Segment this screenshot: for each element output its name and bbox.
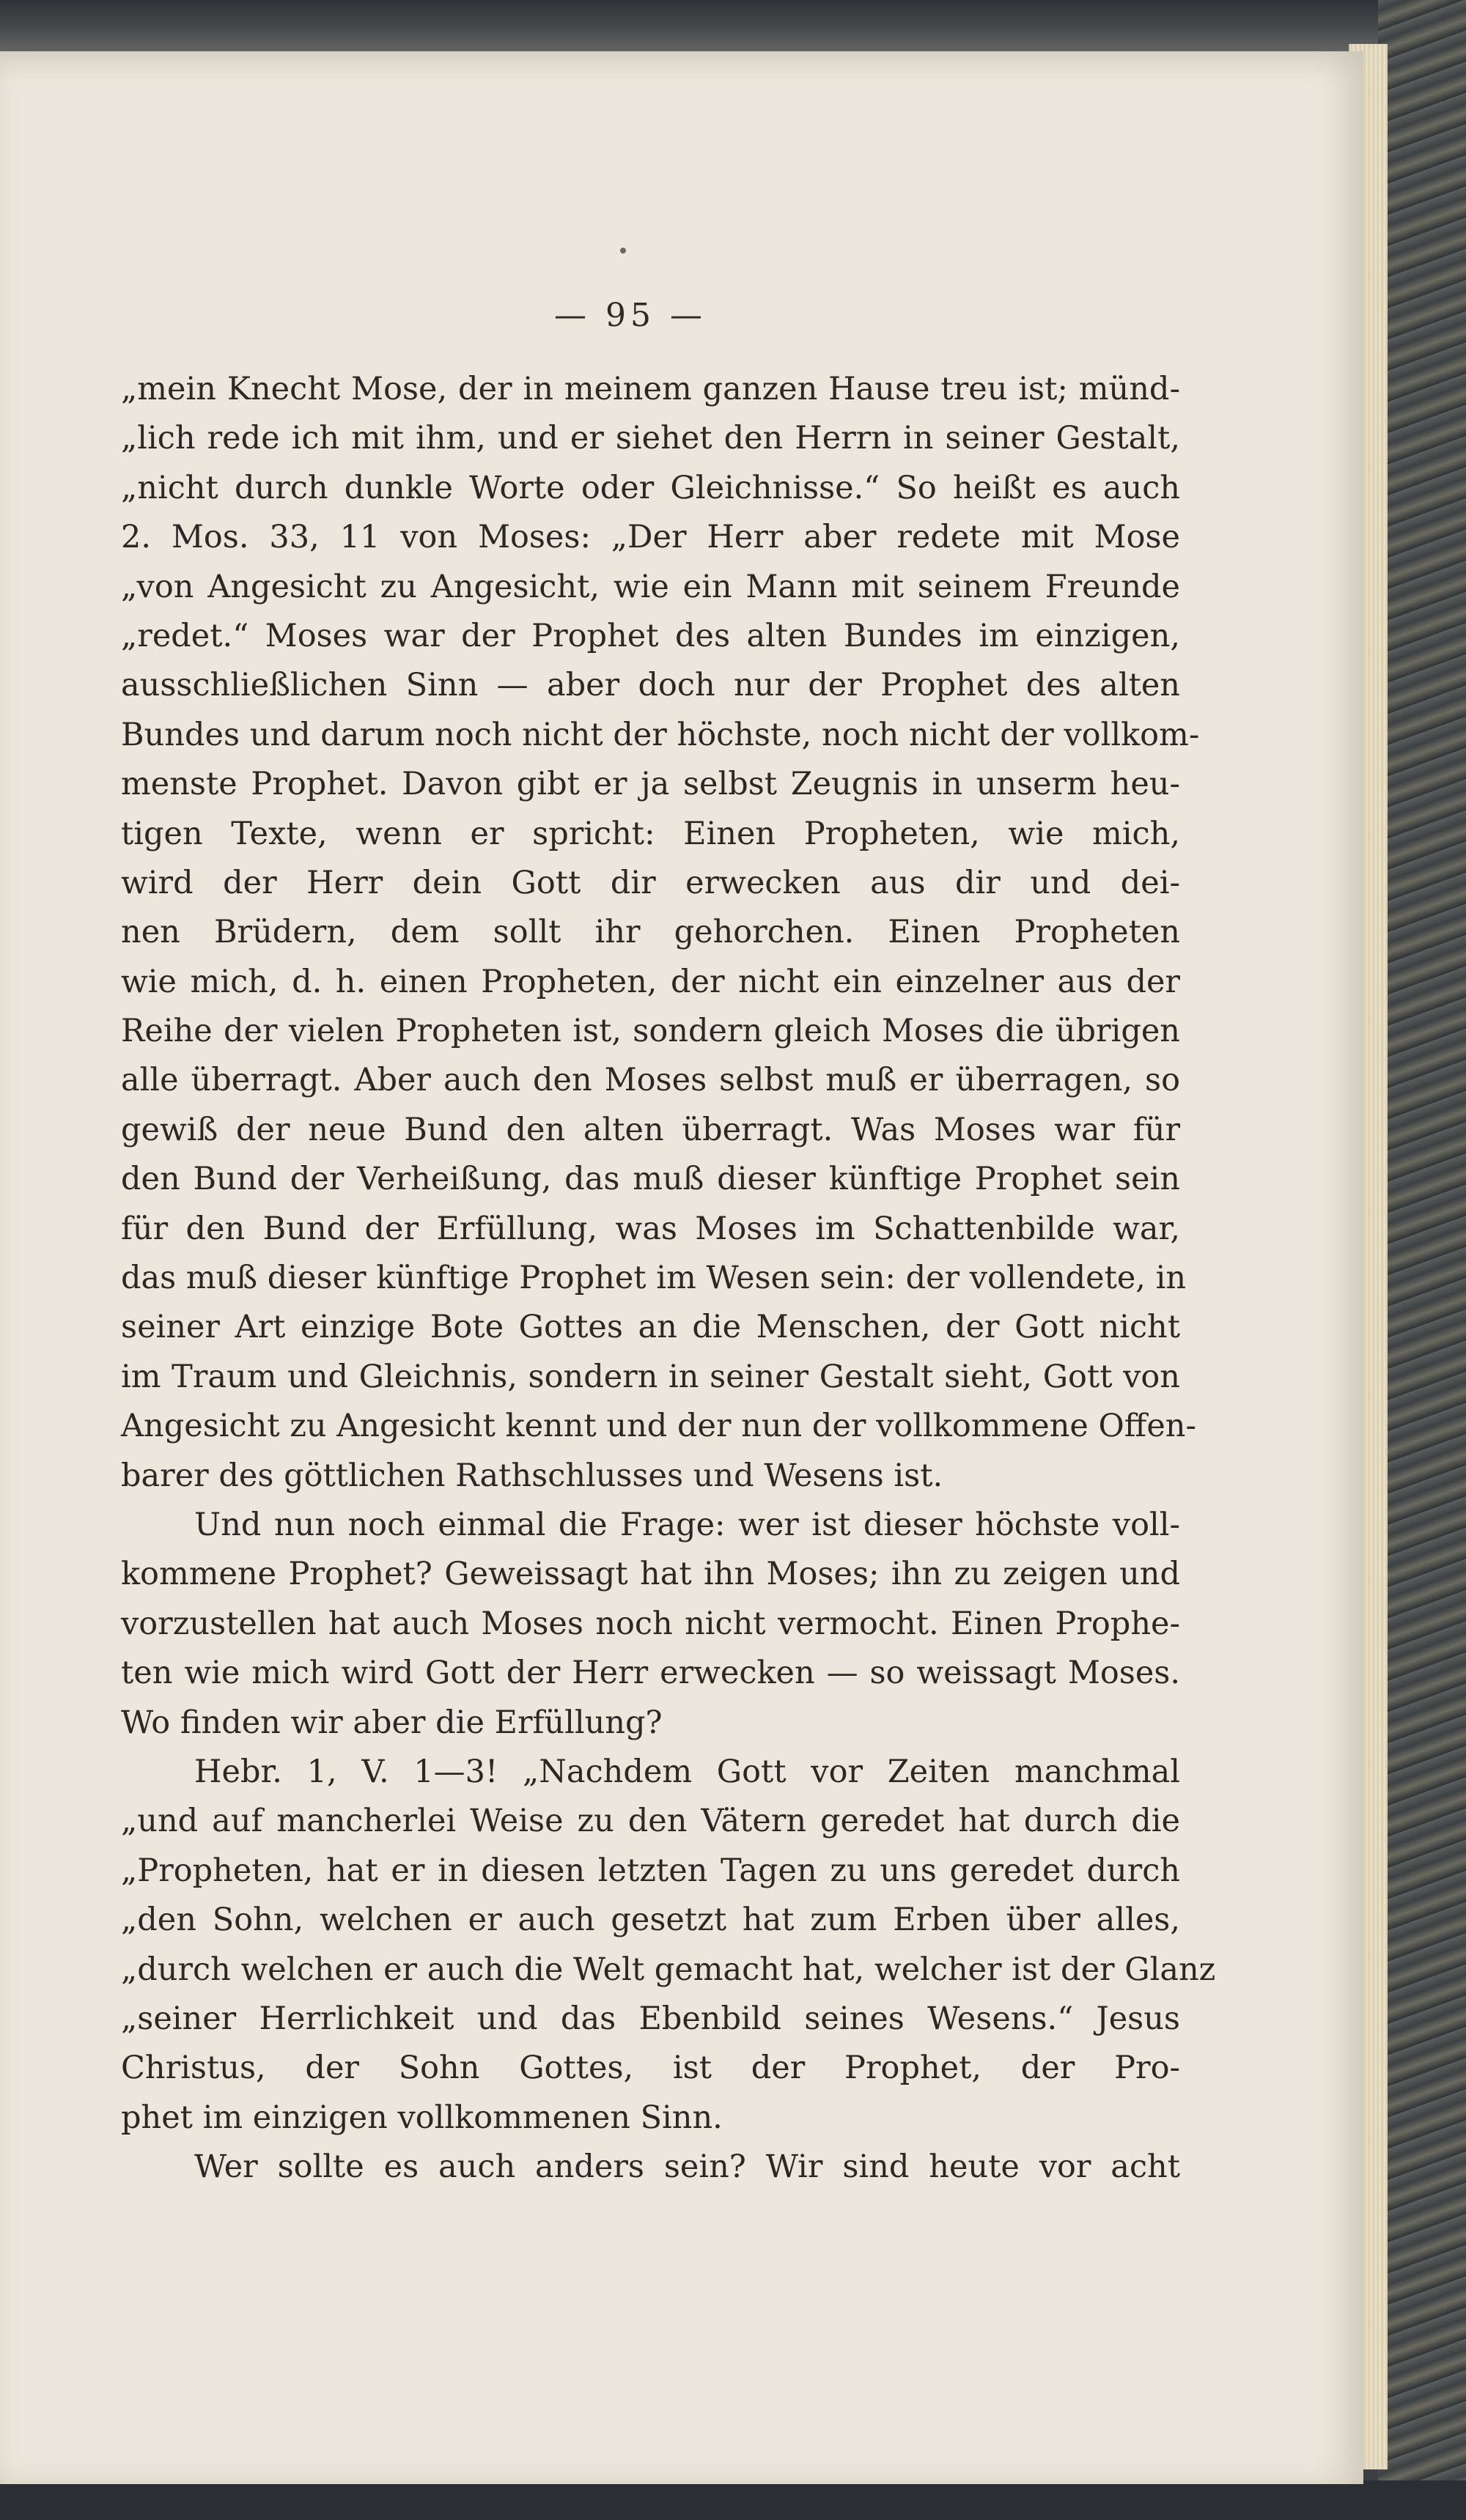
text-line: „den Sohn, welchen er auch gesetzt hat zum Erben über alles, [121, 1902, 1180, 1939]
ink-dot [620, 248, 626, 254]
text-line: im Traum und Gleichnis, sondern in seiner Gestalt sieht, Gott von [121, 1358, 1180, 1395]
text-line: „lich rede ich mit ihm, und er siehet den Herrn in seiner Gestalt, [121, 420, 1180, 457]
text-line: wie mich, d. h. einen Propheten, der nicht ein einzelner aus der [121, 963, 1180, 1000]
book-bottom-edge [0, 2480, 1466, 2520]
text-line: vorzustellen hat auch Moses noch nicht vermocht. Einen Prophe- [121, 1605, 1180, 1642]
page-number-header: — 95 — [554, 297, 707, 334]
book-cover-edge [1378, 0, 1466, 2520]
text-line: tigen Texte, wenn er spricht: Einen Propheten, wie mich, [121, 815, 1180, 852]
page-body-text [121, 365, 1216, 2192]
text-line: ausschließlichen Sinn — aber doch nur der Prophet des alten [121, 667, 1180, 704]
text-line: „mein Knecht Mose, der in meinem ganzen Hause treu ist; münd- [121, 371, 1180, 407]
text-line: „Propheten, hat er in diesen letzten Tagen zu uns geredet durch [121, 1852, 1180, 1889]
text-line: alle überragt. Aber auch den Moses selbst muß er überragen, so [121, 1062, 1180, 1099]
text-line: nen Brüdern, dem sollt ihr gehorchen. Einen Propheten [121, 914, 1180, 951]
text-line: für den Bund der Erfüllung, was Moses im Schattenbilde war, [121, 1210, 1180, 1247]
text-line: barer des göttlichen Rathschlusses und Wesens ist. [121, 1457, 943, 1494]
text-line: wird der Herr dein Gott dir erwecken aus dir und dei- [121, 864, 1180, 901]
text-line: das muß dieser künftige Prophet im Wesen sein: der vollendete, in [121, 1260, 1187, 1297]
text-line: „und auf mancherlei Weise zu den Vätern geredet hat durch die [121, 1803, 1180, 1840]
text-line: 2. Mos. 33, 11 von Moses: „Der Herr aber redete mit Mose [121, 519, 1180, 556]
text-line: Wer sollte es auch anders sein? Wir sind heute vor acht [194, 2148, 1180, 2186]
text-line: „durch welchen er auch die Welt gemacht hat, welcher ist der Glanz [121, 1951, 1216, 1988]
text-line: Hebr. 1, V. 1—3! „Nachdem Gott vor Zeiten manchmal [194, 1753, 1180, 1790]
text-line: Angesicht zu Angesicht kennt und der nun der vollkommene Offen- [121, 1408, 1197, 1445]
text-line: „seiner Herrlichkeit und das Ebenbild seines Wesens.“ Jesus [121, 2000, 1180, 2037]
text-line: „von Angesicht zu Angesicht, wie ein Mann mit seinem Freunde [121, 568, 1180, 605]
text-line: Reihe der vielen Propheten ist, sondern gleich Moses die übrigen [121, 1013, 1180, 1050]
text-line: ten wie mich wird Gott der Herr erwecken — so weissagt Moses. [121, 1655, 1180, 1692]
text-line: Wo finden wir aber die Erfüllung? [121, 1704, 663, 1741]
text-line: seiner Art einzige Bote Gottes an die Menschen, der Gott nicht [121, 1309, 1180, 1346]
text-line: Und nun noch einmal die Frage: wer ist dieser höchste voll- [194, 1506, 1180, 1543]
book-top-edge [0, 0, 1466, 57]
text-line: den Bund der Verheißung, das muß dieser künftige Prophet sein [121, 1161, 1180, 1198]
text-line: kommene Prophet? Geweissagt hat ihn Moses; ihn zu zeigen und [121, 1556, 1180, 1593]
text-line: Christus, der Sohn Gottes, ist der Prophet, der Pro- [121, 2050, 1180, 2087]
text-line: gewiß der neue Bund den alten überragt. Was Moses war für [121, 1111, 1180, 1148]
text-line: phet im einzigen vollkommenen Sinn. [121, 2099, 723, 2136]
text-line: „nicht durch dunkle Worte oder Gleichnisse.“ So heißt es auch [121, 469, 1180, 506]
text-line: „redet.“ Moses war der Prophet des alten Bundes im einzigen, [121, 617, 1180, 654]
text-line: Bundes und darum noch nicht der höchste, noch nicht der vollkom- [121, 716, 1200, 753]
text-line: menste Prophet. Davon gibt er ja selbst Zeugnis in unserm heu- [121, 766, 1180, 803]
